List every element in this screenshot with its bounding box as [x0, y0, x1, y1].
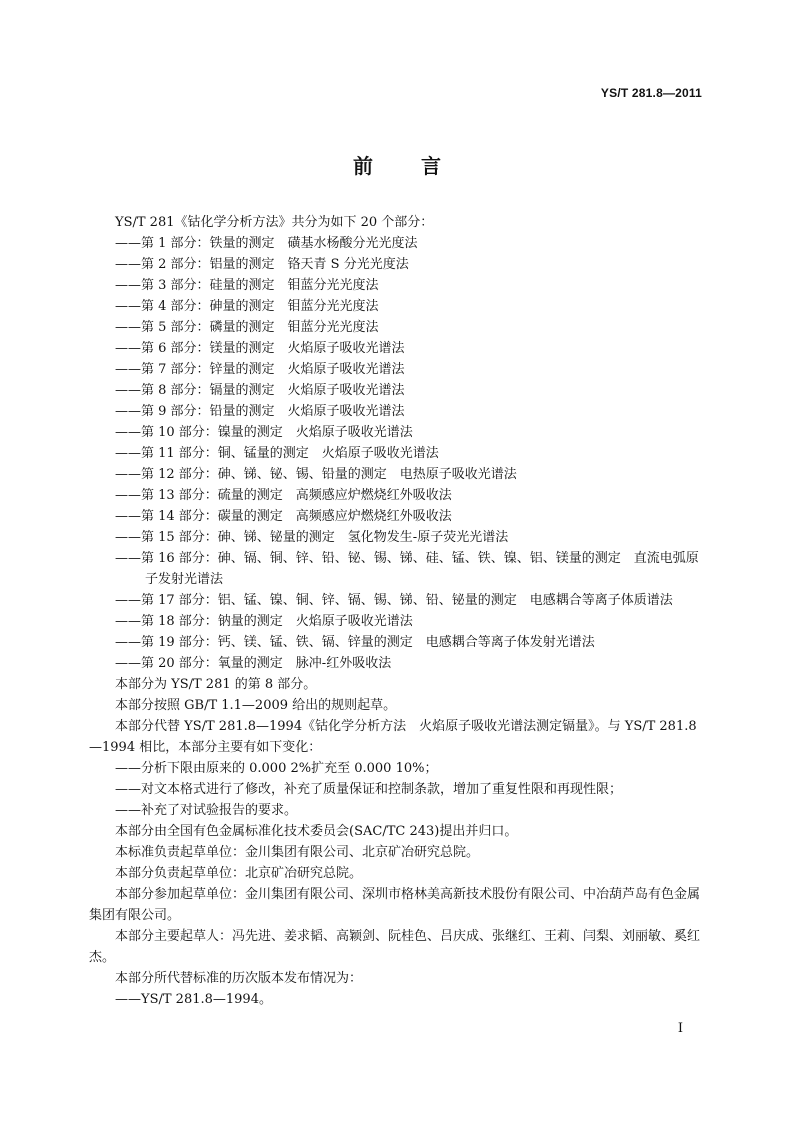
- list-item: ——第 3 部分：硅量的测定 钼蓝分光光度法: [115, 278, 379, 293]
- list-item: ——第 20 部分：氧量的测定 脉冲-红外吸收法: [115, 656, 392, 671]
- standard-code: YS/T 281.8—2011: [600, 86, 702, 100]
- list-item: ——第 17 部分：铝、锰、镍、铜、锌、镉、锡、锑、铅、铋量的测定 电感耦合等离子体质谱法: [115, 593, 673, 608]
- drafting-rules-paragraph: 本部分按照 GB/T 1.1—2009 给出的规则起草。: [115, 698, 397, 713]
- list-item: ——第 6 部分：镁量的测定 火焰原子吸收光谱法: [115, 341, 405, 356]
- list-item: ——第 9 部分：铅量的测定 火焰原子吸收光谱法: [115, 404, 405, 419]
- list-item: ——第 19 部分：钙、镁、锰、铁、镉、锌量的测定 电感耦合等离子体发射光谱法: [115, 635, 595, 650]
- page-title: 前言: [353, 154, 489, 178]
- list-item: ——第 18 部分：钠量的测定 火焰原子吸收光谱法: [115, 614, 413, 629]
- part-responsible-unit-paragraph: 本部分负责起草单位：北京矿冶研究总院。: [115, 866, 363, 881]
- list-item: ——第 13 部分：硫量的测定 高频感应炉燃烧红外吸收法: [115, 488, 452, 503]
- parts-list: [89, 233, 707, 674]
- list-item: ——分析下限由原来的 0.000 2%扩充至 0.000 10%；: [115, 761, 438, 776]
- history-paragraph: 本部分所代替标准的历次版本发布情况为：: [115, 971, 363, 986]
- page-number: I: [677, 1021, 683, 1036]
- list-item: ——第 7 部分：锌量的测定 火焰原子吸收光谱法: [115, 362, 405, 377]
- list-item: ——第 14 部分：碳量的测定 高频感应炉燃烧红外吸收法: [115, 509, 452, 524]
- document-body: [89, 212, 707, 1010]
- intro-paragraph: YS/T 281《钴化学分析方法》共分为如下 20 个部分：: [115, 215, 434, 230]
- part-of-paragraph: 本部分为 YS/T 281 的第 8 部分。: [115, 677, 317, 692]
- list-item: ——第 10 部分：镍量的测定 火焰原子吸收光谱法: [115, 425, 413, 440]
- list-item: ——对文本格式进行了修改，补充了质量保证和控制条款，增加了重复性限和再现性限；: [115, 782, 623, 797]
- list-item: ——第 11 部分：铜、锰量的测定 火焰原子吸收光谱法: [115, 446, 439, 461]
- list-item: ——第 8 部分：镉量的测定 火焰原子吸收光谱法: [115, 383, 405, 398]
- list-item: ——第 2 部分：铝量的测定 铬天青 S 分光光度法: [115, 257, 409, 272]
- list-item: ——第 1 部分：铁量的测定 磺基水杨酸分光光度法: [115, 236, 418, 251]
- list-item: ——第 15 部分：砷、锑、铋量的测定 氢化物发生-原子荧光光谱法: [115, 530, 509, 545]
- participating-units-paragraph: 本部分参加起草单位：金川集团有限公司、深圳市格林美高新技术股份有限公司、中冶葫芦岛有色金属集团有限公司。: [89, 887, 701, 923]
- list-item: ——补充了对试验报告的要求。: [115, 803, 298, 818]
- list-item: ——第 12 部分：砷、锑、铋、锡、铅量的测定 电热原子吸收光谱法: [115, 467, 517, 482]
- responsible-unit-paragraph: 本标准负责起草单位：金川集团有限公司、北京矿冶研究总院。: [115, 845, 480, 860]
- proposed-by-paragraph: 本部分由全国有色金属标准化技术委员会(SAC/TC 243)提出并归口。: [115, 824, 518, 839]
- list-item: ——第 5 部分：磷量的测定 钼蓝分光光度法: [115, 320, 379, 335]
- list-item: ——第 4 部分：砷量的测定 钼蓝分光光度法: [115, 299, 379, 314]
- replaces-paragraph: 本部分代替 YS/T 281.8—1994《钴化学分析方法 火焰原子吸收光谱法测定镉量》。与 YS/T 281.8—1994 相比，本部分主要有如下变化：: [89, 719, 697, 755]
- list-item: ——第 16 部分：砷、镉、铜、锌、铅、铋、锡、锑、硅、锰、铁、镍、铝、镁量的测定 直流电弧原子发射光谱法: [115, 551, 699, 587]
- changes-list: [89, 758, 707, 821]
- list-item: ——YS/T 281.8—1994。: [115, 992, 272, 1007]
- drafters-paragraph: 本部分主要起草人：冯先进、姜求韬、高颖剑、阮桂色、吕庆成、张继红、王莉、闫梨、刘丽敏、奚红杰。: [89, 929, 701, 965]
